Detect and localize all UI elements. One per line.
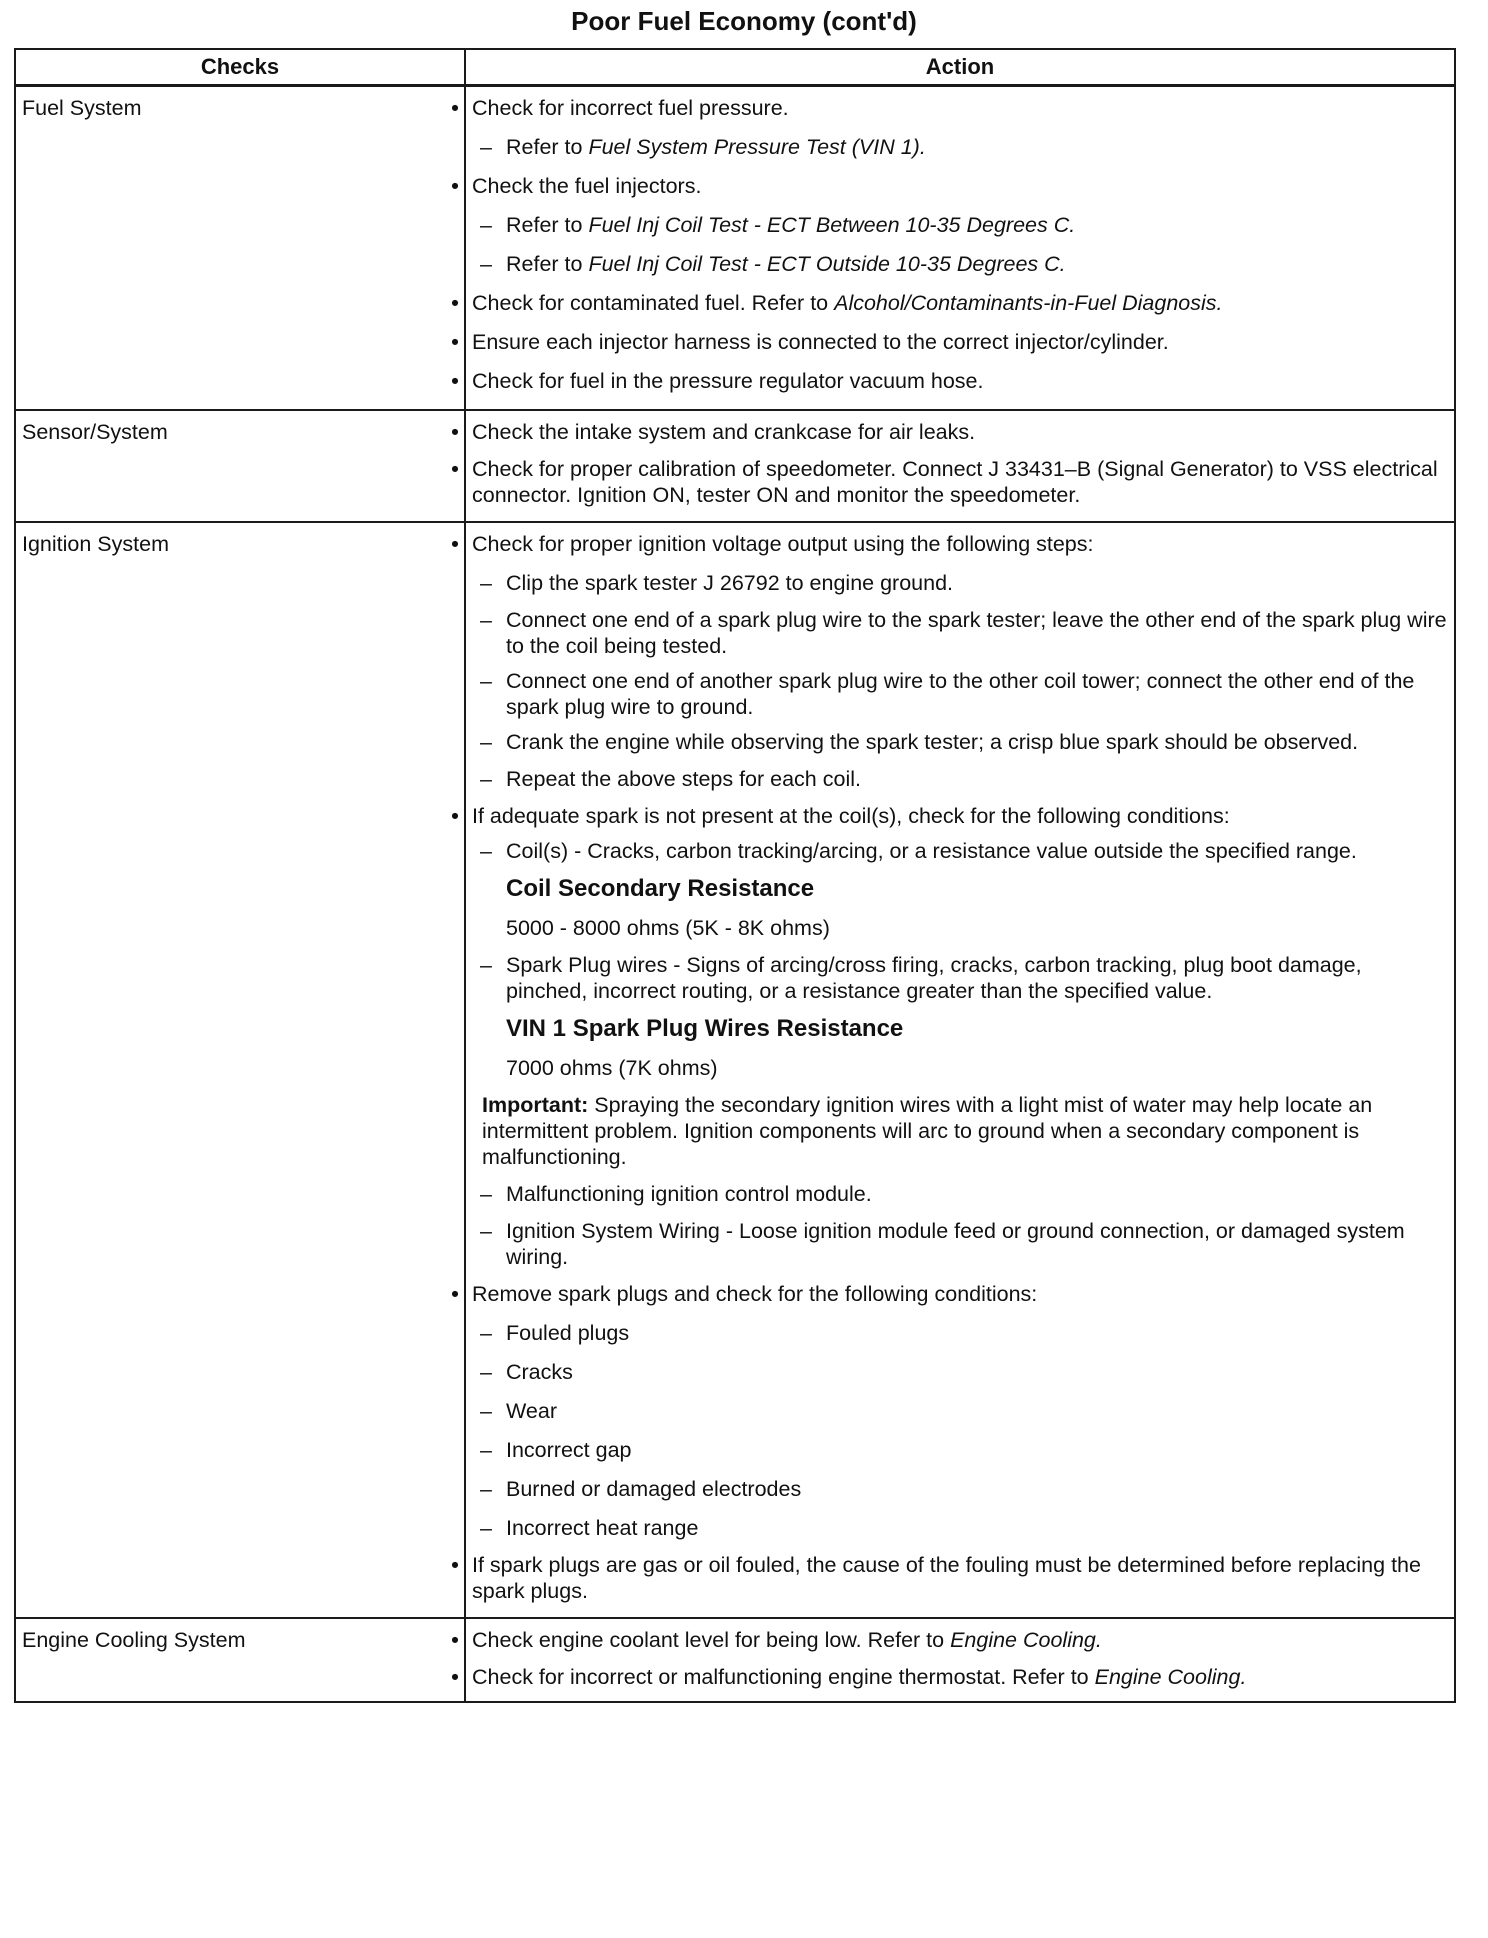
dash-marker: – <box>480 669 492 693</box>
spec-value <box>472 1053 1448 1083</box>
dash-sub-item <box>472 249 1448 279</box>
dash-marker: – <box>480 1399 492 1423</box>
dash-marker: – <box>480 1182 492 1206</box>
item-text: Check for proper calibration of speedometer. Connect J 33431–B (Signal Generator) to VSS electrical connector. Ignition ON, tester ON and monitor the speedometer. <box>472 457 1438 507</box>
bullet-marker: • <box>451 1628 459 1652</box>
check-cell: Sensor/System <box>15 410 465 522</box>
item-text: Clip the spark tester J 26792 to engine ground. <box>506 571 954 595</box>
dash-marker: – <box>480 1477 492 1501</box>
dash-marker: – <box>480 730 492 754</box>
item-text: Check for contaminated fuel. Refer to <box>472 291 835 315</box>
header-checks: Checks <box>15 49 465 86</box>
item-text: Check for fuel in the pressure regulator vacuum hose. <box>472 369 984 393</box>
dash-marker: – <box>480 1321 492 1345</box>
diagnosis-table <box>14 48 1456 1703</box>
reference-text: Alcohol/Contaminants-in-Fuel Diagnosis. <box>834 291 1223 315</box>
dash-sub-item <box>472 210 1448 240</box>
item-text: Refer to <box>506 213 589 237</box>
item-text: Check for incorrect or malfunctioning engine thermostat. Refer to <box>472 1665 1095 1689</box>
dash-marker: – <box>480 839 492 863</box>
bullet-item <box>451 1664 1448 1690</box>
action-cell <box>451 1618 1455 1702</box>
item-text: Ensure each injector harness is connected to the correct injector/cylinder. <box>472 330 1169 354</box>
item-text: Cracks <box>506 1360 573 1384</box>
bullet-item <box>451 366 1448 396</box>
header-action: Action <box>465 49 1455 86</box>
dash-marker: – <box>480 213 492 237</box>
dash-sub-item <box>472 838 1448 864</box>
bullet-marker: • <box>451 420 459 444</box>
bullet-item <box>451 93 1448 123</box>
dash-marker: – <box>480 1516 492 1540</box>
item-text: 5000 - 8000 ohms (5K - 8K ohms) <box>506 916 830 940</box>
item-text: Remove spark plugs and check for the following conditions: <box>472 1282 1038 1306</box>
item-text: Spraying the secondary ignition wires with a light mist of water may help locate an intermittent problem. Ignition components will arc to ground when a secondary component is malfunctioning. <box>482 1093 1373 1169</box>
item-text: Crank the engine while observing the spark tester; a crisp blue spark should be observed. <box>506 730 1359 754</box>
dash-marker: – <box>480 767 492 791</box>
bullet-marker: • <box>451 330 459 354</box>
bullet-item <box>451 1279 1448 1309</box>
note-paragraph <box>472 1092 1448 1170</box>
dash-marker: – <box>480 252 492 276</box>
check-cell: Engine Cooling System <box>15 1618 465 1702</box>
item-text: Connect one end of another spark plug wire to the other coil tower; connect the other end of the spark plug wire to ground. <box>506 669 1415 719</box>
item-text: Incorrect heat range <box>506 1516 699 1540</box>
item-text: Check for incorrect fuel pressure. <box>472 96 789 120</box>
check-cell: Ignition System <box>15 522 465 1618</box>
bullet-marker: • <box>451 804 459 828</box>
dash-marker: – <box>480 1438 492 1462</box>
bullet-item <box>451 803 1448 829</box>
dash-sub-item <box>472 1435 1448 1465</box>
bullet-marker: • <box>451 1553 459 1577</box>
item-text: Ignition System Wiring - Loose ignition module feed or ground connection, or damaged system wiring. <box>506 1219 1405 1269</box>
bullet-item <box>451 456 1448 508</box>
reference-text: Fuel System Pressure Test (VIN 1). <box>588 135 926 159</box>
spec-heading <box>472 873 1448 905</box>
item-text: Check for proper ignition voltage output using the following steps: <box>472 532 1094 556</box>
item-text: Spark Plug wires - Signs of arcing/cross firing, cracks, carbon tracking, plug boot damage, pinched, incorrect routing, or a resistance greater than the specified value. <box>506 953 1362 1003</box>
action-cell <box>451 522 1455 1618</box>
table-body <box>15 86 1455 1703</box>
bullet-item <box>451 529 1448 559</box>
spec-heading <box>472 1013 1448 1045</box>
reference-text: Fuel Inj Coil Test - ECT Outside 10-35 Degrees C. <box>588 252 1066 276</box>
item-text: Wear <box>506 1399 557 1423</box>
dash-sub-item <box>472 1396 1448 1426</box>
dash-sub-item <box>472 132 1448 162</box>
reference-text: Engine Cooling. <box>950 1628 1102 1652</box>
bullet-marker: • <box>451 457 459 481</box>
bullet-marker: • <box>451 174 459 198</box>
reference-text: Engine Cooling. <box>1094 1665 1247 1689</box>
item-text: 7000 ohms (7K ohms) <box>506 1056 718 1080</box>
table-row <box>15 522 1455 1618</box>
dash-sub-item <box>472 952 1448 1004</box>
bullet-item <box>451 327 1448 357</box>
item-text: Incorrect gap <box>506 1438 632 1462</box>
item-text: Check engine coolant level for being low. Refer to <box>472 1628 951 1652</box>
item-text: Coil Secondary Resistance <box>506 875 815 902</box>
dash-sub-item <box>472 1357 1448 1387</box>
bullet-item <box>451 417 1448 447</box>
item-text: Burned or damaged electrodes <box>506 1477 802 1501</box>
dash-sub-item <box>472 568 1448 598</box>
action-cell <box>451 410 1455 522</box>
spec-value <box>472 913 1448 943</box>
dash-sub-item <box>472 1318 1448 1348</box>
dash-sub-item <box>472 668 1448 720</box>
bullet-item <box>451 1625 1448 1655</box>
page-title: Poor Fuel Economy (cont'd) <box>571 6 917 36</box>
dash-marker: – <box>480 1219 492 1243</box>
item-text: Connect one end of a spark plug wire to the spark tester; leave the other end of the spark plug wire to the coil being tested. <box>506 608 1447 658</box>
dash-sub-item <box>472 764 1448 794</box>
bullet-marker: • <box>451 1282 459 1306</box>
dash-sub-item <box>472 607 1448 659</box>
item-text: Check the fuel injectors. <box>472 174 702 198</box>
item-text: Malfunctioning ignition control module. <box>506 1182 872 1206</box>
table-row <box>15 1618 1455 1702</box>
item-text: Refer to <box>506 135 589 159</box>
action-cell <box>451 86 1455 411</box>
item-text: If spark plugs are gas or oil fouled, the cause of the fouling must be determined before replacing the spark plugs. <box>472 1553 1421 1603</box>
item-text: Repeat the above steps for each coil. <box>506 767 861 791</box>
bullet-item <box>451 288 1448 318</box>
item-text: Coil(s) - Cracks, carbon tracking/arcing, or a resistance value outside the specified range. <box>506 839 1357 863</box>
dash-sub-item <box>472 1218 1448 1270</box>
item-text: VIN 1 Spark Plug Wires Resistance <box>506 1015 904 1042</box>
important-label: Important: <box>482 1093 589 1117</box>
reference-text: Fuel Inj Coil Test - ECT Between 10-35 Degrees C. <box>588 213 1076 237</box>
item-text: Refer to <box>506 252 589 276</box>
item-text: Fouled plugs <box>506 1321 630 1345</box>
check-cell: Fuel System <box>15 86 465 411</box>
bullet-marker: • <box>451 96 459 120</box>
bullet-marker: • <box>451 369 459 393</box>
dash-sub-item <box>472 1474 1448 1504</box>
dash-sub-item <box>472 1513 1448 1543</box>
dash-marker: – <box>480 1360 492 1384</box>
table-row <box>15 86 1455 411</box>
dash-marker: – <box>480 571 492 595</box>
bullet-item <box>451 171 1448 201</box>
dash-marker: – <box>480 608 492 632</box>
dash-marker: – <box>480 953 492 977</box>
table-row <box>15 410 1455 522</box>
dash-sub-item <box>472 1179 1448 1209</box>
bullet-marker: • <box>451 532 459 556</box>
bullet-item <box>451 1552 1448 1604</box>
table-header-row <box>15 49 1455 86</box>
dash-marker: – <box>480 135 492 159</box>
item-text: If adequate spark is not present at the coil(s), check for the following conditions: <box>472 804 1230 828</box>
bullet-marker: • <box>451 1665 459 1689</box>
item-text: Check the intake system and crankcase for air leaks. <box>472 420 976 444</box>
bullet-marker: • <box>451 291 459 315</box>
dash-sub-item <box>472 729 1448 755</box>
